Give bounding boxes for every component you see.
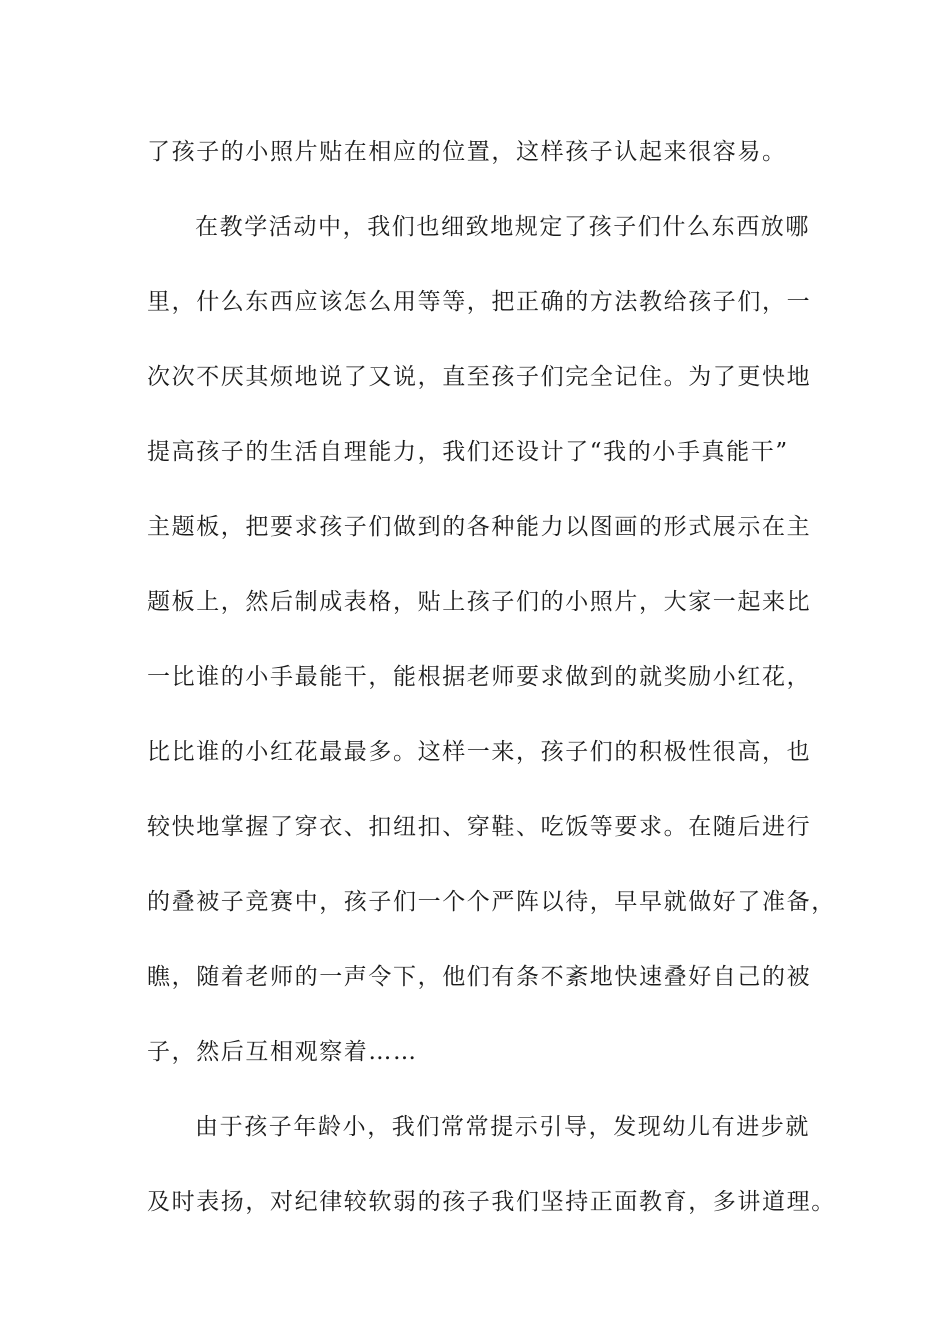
paragraph-start-line: 在教学活动中，我们也细致地规定了孩子们什么东西放哪 — [195, 214, 810, 240]
text-line: 及时表扬，对纪律较软弱的孩子我们坚持正面教育，多讲道理。 — [147, 1189, 836, 1215]
paragraph-start-line: 由于孩子年龄小，我们常常提示引导，发现幼儿有进步就 — [195, 1114, 810, 1140]
text-line: 较快地掌握了穿衣、扣纽扣、穿鞋、吃饭等要求。在随后进行 — [147, 814, 812, 840]
text-line: 次次不厌其烦地说了又说，直至孩子们完全记住。为了更快地 — [147, 364, 812, 390]
text-line: 瞧，随着老师的一声令下，他们有条不紊地快速叠好自己的被 — [147, 964, 812, 990]
text-line: 主题板，把要求孩子们做到的各种能力以图画的形式展示在主 — [147, 514, 812, 540]
text-line: 子，然后互相观察着…… — [147, 1039, 418, 1065]
text-line: 题板上，然后制成表格，贴上孩子们的小照片，大家一起来比 — [147, 589, 812, 615]
text-line: 里，什么东西应该怎么用等等，把正确的方法教给孩子们，一 — [147, 289, 812, 315]
text-line: 比比谁的小红花最最多。这样一来，孩子们的积极性很高，也 — [147, 739, 812, 765]
text-line: 一比谁的小手最能干，能根据老师要求做到的就奖励小红花， — [147, 664, 812, 690]
text-line: 提高孩子的生活自理能力，我们还设计了“我的小手真能干” — [147, 439, 789, 465]
text-line: 的叠被子竞赛中，孩子们一个个严阵以待，早早就做好了准备， — [147, 889, 836, 915]
text-line: 了孩子的小照片贴在相应的位置，这样孩子认起来很容易。 — [147, 139, 787, 165]
